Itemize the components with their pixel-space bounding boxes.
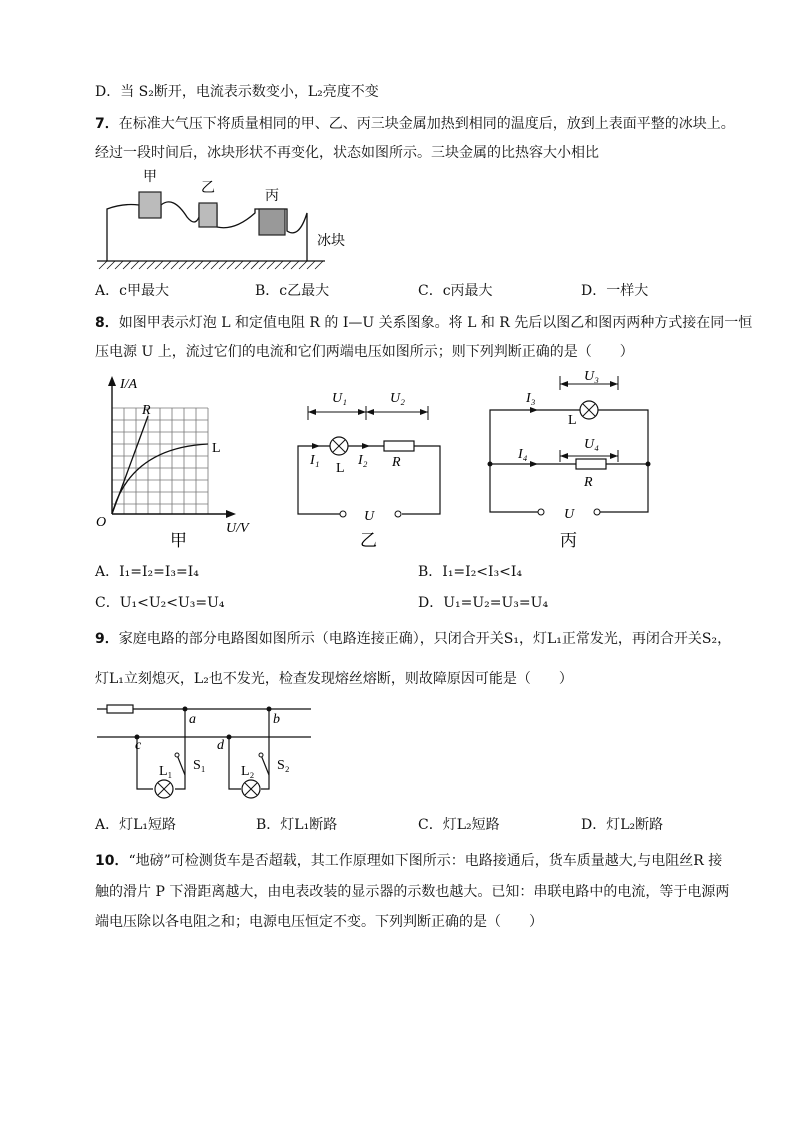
circuit-yi-caption: 乙 [360,531,377,550]
q9-figure-household-circuit [95,697,335,807]
q8-option-d[interactable]: D．U₁=U₂=U₃=U₄ [418,595,549,611]
q8-number: 8． [95,315,119,331]
label-source-u-bing: U [564,507,575,522]
label-l2: L₂ [241,764,255,779]
lamp-l2 [242,780,260,798]
q9-option-a[interactable]: A．灯L₁短路 [95,817,177,833]
label-ice: 冰块 [317,234,345,249]
q9-option-c[interactable]: C．灯L₂短路 [418,817,500,833]
label-l1: L₁ [159,764,173,779]
lamp-l-bing [580,401,598,419]
q8-option-a[interactable]: A．I₁=I₂=I₃=I₄ [95,564,199,580]
q8-option-c[interactable]: C．U₁<U₂<U₃=U₄ [95,595,225,611]
label-bing: 丙 [265,189,279,204]
q7-figure-ice-block [95,165,355,275]
label-u1: U₁ [332,391,347,406]
q9-option-b[interactable]: B．灯L₁断路 [256,817,338,833]
q6-option-d: D．当 S₂断开，电流表示数变小，L₂亮度不变 [95,84,379,100]
graph-label-l: L [212,441,221,456]
label-i2: I₂ [358,453,368,468]
graph-label-r: R [142,403,151,418]
graph-ylabel: I/A [120,377,138,392]
metal-block-yi [199,203,217,227]
resistor-r [384,441,414,451]
q7-stem-line2: 经过一段时间后，冰块形状不再变化，状态如图所示。三块金属的比热容大小相比 [95,145,599,161]
q10-stem-line1 [95,851,722,871]
graph-origin: O [96,515,107,530]
label-s1: S₁ [193,758,206,773]
q9-stem-text1: 家庭电路的部分电路图如图所示（电路连接正确），只闭合开关S₁，灯L₁正常发光，再闭合开关S₂， [118,631,732,647]
label-resistor-r-bing: R [584,475,593,490]
q8-circuit-bing [482,369,662,552]
q10-stem-line2: 触的滑片 P 下滑距离越大，由电表改装的显示器的示数也越大。已知：串联电路中的电流，等于电源两 [95,884,730,900]
q9-option-d[interactable]: D．灯L₂断路 [581,817,664,833]
label-lamp-l: L [336,461,345,476]
q7-option-c[interactable]: C．c丙最大 [418,283,493,299]
label-i1: I₁ [310,453,320,468]
q9-number: 9． [95,631,119,647]
label-source-u: U [364,509,375,524]
label-c: c [135,738,142,753]
label-jia: 甲 [143,170,157,185]
q7-number: 7． [95,116,119,132]
q7-stem-line1 [95,114,735,134]
q7-stem-text1: 在标准大气压下将质量相同的甲、乙、丙三块金属加热到相同的温度后，放到上表面平整的冰块上。 [118,116,735,132]
q8-circuit-yi [290,372,460,552]
label-i4: I₄ [518,447,528,462]
label-b: b [273,712,280,727]
label-yi: 乙 [201,181,215,196]
metal-block-bing [259,209,285,235]
label-i3: I₃ [526,391,536,406]
circuit-bing-caption: 丙 [560,531,577,550]
q7-option-b[interactable]: B．c乙最大 [255,283,330,299]
lamp-l1 [155,780,173,798]
q8-graph-jia [90,372,270,552]
q9-stem-line1 [95,629,731,649]
label-lamp-l-bing: L [568,413,577,428]
label-s2: S₂ [277,758,290,773]
metal-block-jia [139,192,161,218]
q8-stem-line1 [95,313,752,333]
q9-stem-line2: 灯L₁立刻熄灭，L₂也不发光，检查发现熔丝熔断，则故障原因可能是（ ） [95,671,573,687]
q10-stem-line3: 端电压除以各电阻之和；电源电压恒定不变。下列判断正确的是（ ） [95,914,543,930]
label-resistor-r: R [392,455,401,470]
q8-stem-text1: 如图甲表示灯泡 L 和定值电阻 R 的 I—U 关系图象。将 L 和 R 先后以图乙和图丙两种方式接在同一恒 [118,315,753,331]
graph-xlabel: U/V [226,521,249,536]
label-d: d [217,738,224,753]
q10-stem-text1: “地磅”可检测货车是否超载，其工作原理如下图所示：电路接通后，货车质量越大,与电阻丝R 接 [128,853,723,869]
lamp-l [330,437,348,455]
label-u3: U₃ [584,369,599,384]
q7-option-d[interactable]: D．一样大 [581,283,649,299]
q7-option-a[interactable]: A．c甲最大 [95,283,169,299]
q10-number: 10． [95,853,129,869]
fuse [107,705,133,713]
q8-stem-line2: 压电源 U 上，流过它们的电流和它们两端电压如图所示；则下列判断正确的是（ ） [95,344,634,360]
label-u4: U₄ [584,437,599,452]
q8-option-b[interactable]: B．I₁=I₂<I₃<I₄ [418,564,523,580]
label-a: a [189,712,196,727]
resistor-r-bing [576,459,606,469]
graph-caption: 甲 [170,531,187,550]
label-u2: U₂ [390,391,405,406]
